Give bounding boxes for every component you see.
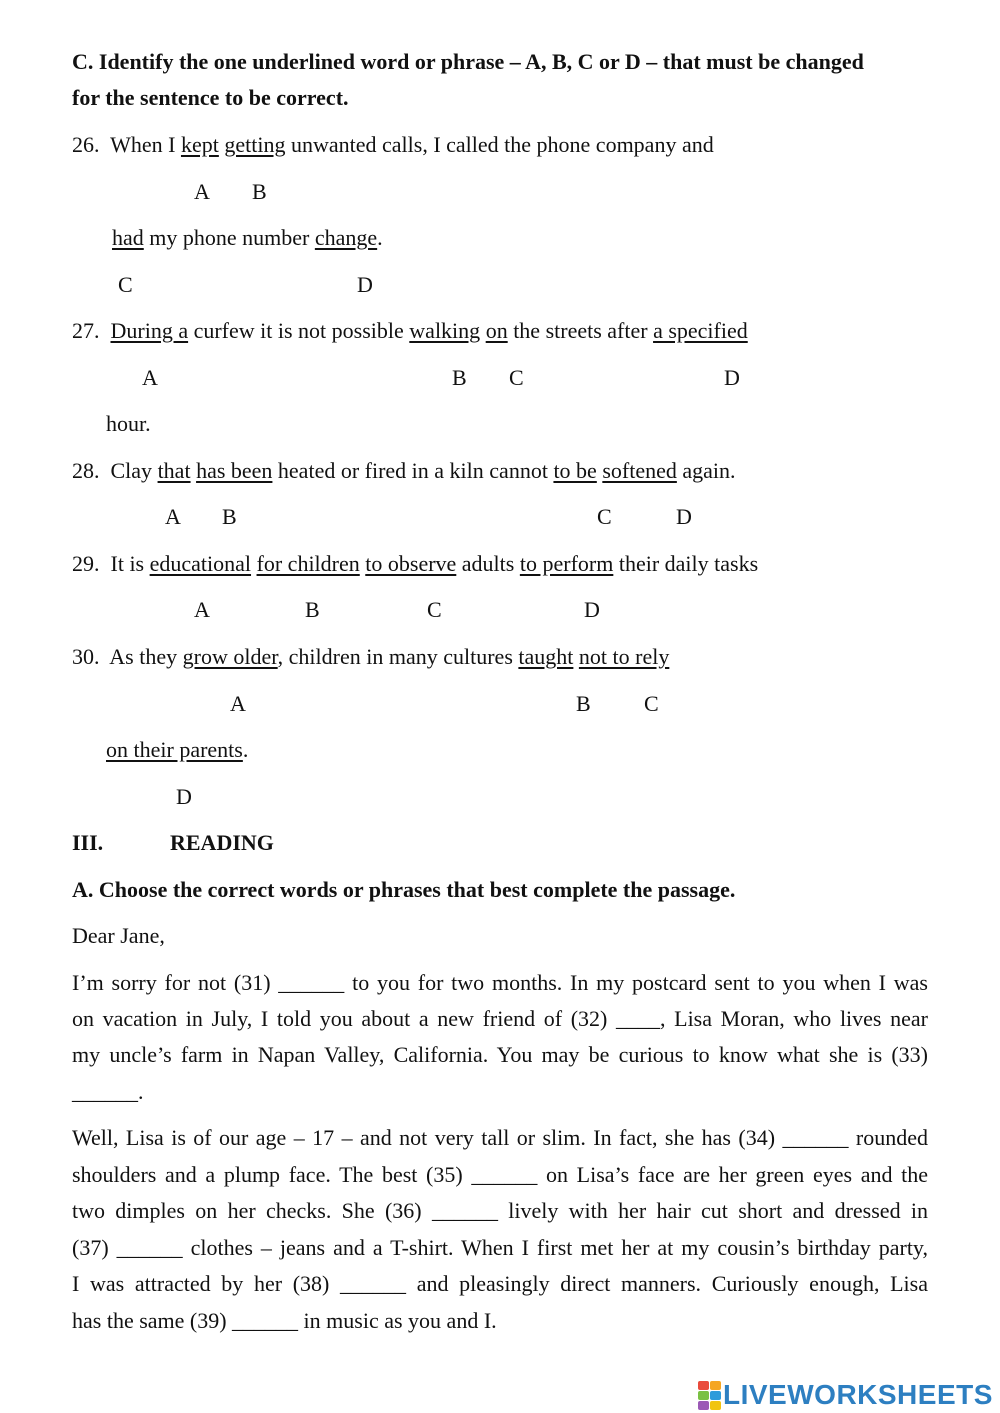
question-27: [72, 318, 748, 344]
option-c-label: C: [644, 691, 659, 716]
text: the streets after: [507, 318, 654, 343]
text: again.: [676, 458, 736, 483]
option-d-label: D: [584, 597, 600, 622]
passage-line: shoulders and a plump face. The best (35) ______ on Lisa’s face are her green eyes and the: [72, 1162, 928, 1187]
option-a-label: A: [194, 179, 210, 204]
option-a-label: A: [230, 691, 246, 716]
option-a-phrase: During a: [110, 318, 189, 343]
text: unwanted calls, I called the phone company and: [285, 132, 714, 157]
section-number: III.: [72, 830, 104, 855]
option-d-phrase: change: [314, 225, 378, 250]
question-number: 30.: [72, 644, 100, 669]
question-number: 27.: [72, 318, 100, 343]
option-b-phrase: walking: [409, 318, 481, 343]
option-a-label: A: [142, 365, 158, 390]
option-b-phrase: has been: [196, 458, 273, 483]
passage-line: two dimples on her checks. She (36) ______ lively with her hair cut short and dressed in: [72, 1198, 928, 1223]
question-27-cont: hour.: [106, 411, 151, 436]
option-a-phrase: educational: [149, 551, 252, 576]
passage-line: Well, Lisa is of our age – 17 – and not very tall or slim. In fact, she has (34) ______ rounded: [72, 1125, 928, 1150]
passage-line: has the same (39) ______ in music as you and I.: [72, 1308, 497, 1333]
option-b-label: B: [576, 691, 591, 716]
passage-line: on vacation in July, I told you about a new friend of (32) ____, Lisa Moran, who lives near: [72, 1006, 928, 1031]
question-number: 26.: [72, 132, 100, 157]
section-c-heading-line2: for the sentence to be correct.: [72, 85, 349, 110]
text: As they: [109, 644, 183, 669]
text: adults: [456, 551, 520, 576]
option-c-phrase: on: [485, 318, 508, 343]
question-28: [72, 458, 736, 484]
option-a-phrase: grow older: [182, 644, 278, 669]
letter-salutation: Dear Jane,: [72, 923, 165, 948]
option-c-phrase: to observe: [365, 551, 457, 576]
text: .: [242, 737, 249, 762]
question-29: [72, 551, 758, 577]
option-c-phrase: not to rely: [578, 644, 670, 669]
option-d-label: D: [357, 272, 373, 297]
question-26-cont: [112, 225, 383, 251]
option-a-phrase: kept: [180, 132, 219, 157]
passage-line: I was attracted by her (38) ______ and pleasingly direct manners. Curiously enough, Lisa: [72, 1271, 928, 1296]
question-30: [72, 644, 669, 670]
question-number: 28.: [72, 458, 100, 483]
option-b-phrase: taught: [518, 644, 574, 669]
question-26: [72, 132, 714, 158]
option-b-label: B: [452, 365, 467, 390]
section-title: READING: [170, 830, 274, 855]
option-d-label: D: [724, 365, 740, 390]
option-d-phrase: to perform: [519, 551, 614, 576]
text: , children in many cultures: [277, 644, 519, 669]
option-d-label: D: [176, 784, 192, 809]
liveworksheets-logo: [698, 1378, 993, 1412]
question-number: 29.: [72, 551, 100, 576]
option-c-phrase: to be: [553, 458, 597, 483]
text: It is: [110, 551, 150, 576]
option-b-phrase: for children: [256, 551, 360, 576]
option-d-phrase: softened: [602, 458, 677, 483]
option-a-label: A: [194, 597, 210, 622]
text: their daily tasks: [613, 551, 759, 576]
option-b-label: B: [252, 179, 267, 204]
question-30-cont: [106, 737, 248, 763]
option-a-phrase: that: [157, 458, 191, 483]
passage-line: (37) ______ clothes – jeans and a T-shirt. When I first met her at my cousin’s birthday party,: [72, 1235, 928, 1260]
option-b-phrase: getting: [224, 132, 286, 157]
text: Clay: [110, 458, 158, 483]
option-c-label: C: [118, 272, 133, 297]
passage-line: ______.: [72, 1079, 144, 1104]
option-c-phrase: had: [112, 225, 144, 250]
text: curfew it is not possible: [188, 318, 410, 343]
section-a-heading: A. Choose the correct words or phrases that best complete the passage.: [72, 877, 736, 902]
passage-line: I’m sorry for not (31) ______ to you for two months. In my postcard sent to you when I was: [72, 970, 928, 995]
text: When I: [110, 132, 181, 157]
text: heated or fired in a kiln cannot: [272, 458, 554, 483]
text: my phone number: [143, 225, 315, 250]
section-c-heading-line1: C. Identify the one underlined word or phrase – A, B, C or D – that must be changed: [72, 49, 864, 74]
option-d-label: D: [676, 504, 692, 529]
option-d-phrase: a specified: [653, 318, 748, 343]
logo-text: LIVEWORKSHEETS: [723, 1379, 993, 1410]
option-a-label: A: [165, 504, 181, 529]
option-b-label: B: [305, 597, 320, 622]
option-c-label: C: [597, 504, 612, 529]
option-c-label: C: [509, 365, 524, 390]
option-c-label: C: [427, 597, 442, 622]
text: .: [377, 225, 383, 250]
passage-line: my uncle’s farm in Napan Valley, California. You may be curious to know what she is (33): [72, 1042, 928, 1067]
option-b-label: B: [222, 504, 237, 529]
option-d-phrase: on their parents: [106, 737, 243, 762]
logo-icon: [698, 1381, 720, 1409]
